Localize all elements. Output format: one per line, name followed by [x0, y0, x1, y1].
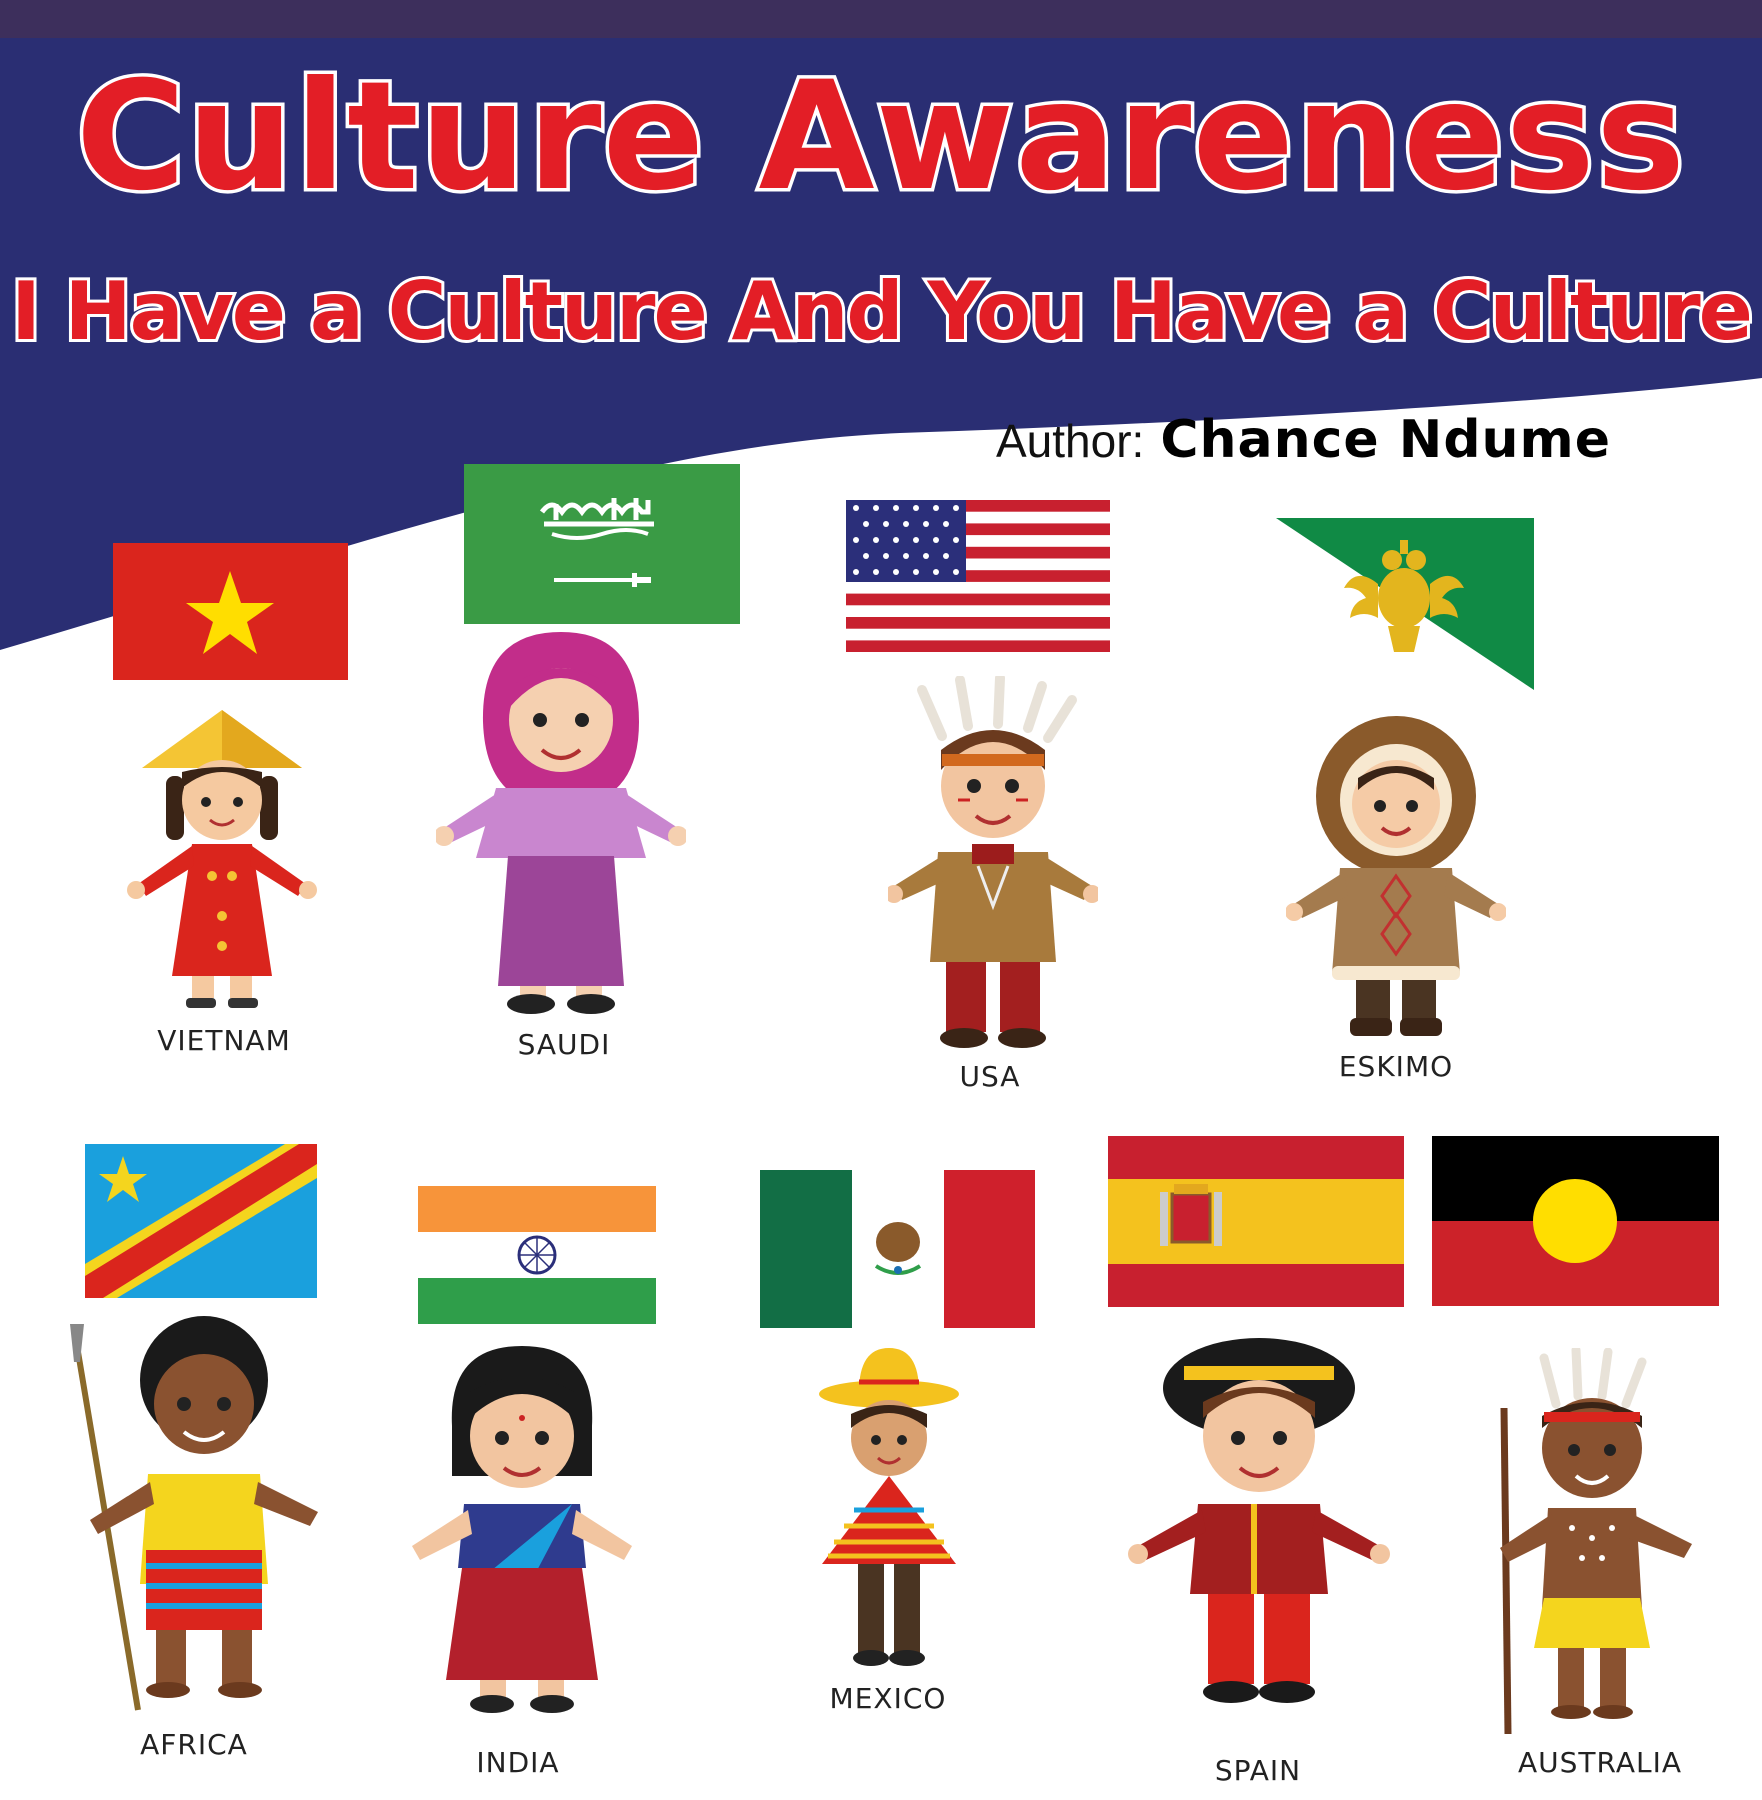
africa-flag [85, 1144, 317, 1298]
book-title: Culture Awareness [75, 50, 1687, 224]
author-name: Chance Ndume [1160, 410, 1612, 470]
spain-flag [1108, 1136, 1404, 1307]
usa-figure [888, 676, 1098, 1056]
vietnam-flag [113, 543, 348, 680]
top-bar [0, 0, 1762, 38]
culture-label-spain: SPAIN [1214, 1754, 1302, 1787]
culture-label-australia: AUSTRALIA [1517, 1746, 1682, 1779]
eskimo-figure [1286, 708, 1506, 1044]
india-flag [418, 1186, 656, 1324]
author-label: Author: [996, 415, 1145, 467]
mexico-figure [814, 1346, 964, 1682]
culture-label-india: INDIA [476, 1746, 560, 1779]
saudi-figure [436, 628, 686, 1018]
india-figure [402, 1340, 642, 1720]
culture-label-eskimo: ESKIMO [1338, 1050, 1454, 1083]
eskimo-flag [1276, 518, 1534, 690]
author-line [996, 410, 1611, 480]
culture-label-usa: USA [959, 1060, 1021, 1093]
mexico-flag [760, 1170, 1035, 1328]
saudi-flag [464, 464, 740, 624]
culture-label-vietnam: VIETNAM [157, 1024, 291, 1057]
usa-flag [846, 500, 1110, 652]
culture-label-africa: AFRICA [140, 1728, 248, 1761]
culture-label-mexico: MEXICO [829, 1682, 947, 1715]
australia-flag [1432, 1136, 1719, 1306]
book-subtitle: I Have a Culture And You Have a Culture [11, 265, 1751, 358]
spain-figure [1124, 1326, 1394, 1726]
africa-figure [56, 1316, 326, 1716]
culture-label-saudi: SAUDI [517, 1028, 611, 1061]
vietnam-figure [122, 706, 322, 1016]
australia-figure [1482, 1348, 1708, 1738]
